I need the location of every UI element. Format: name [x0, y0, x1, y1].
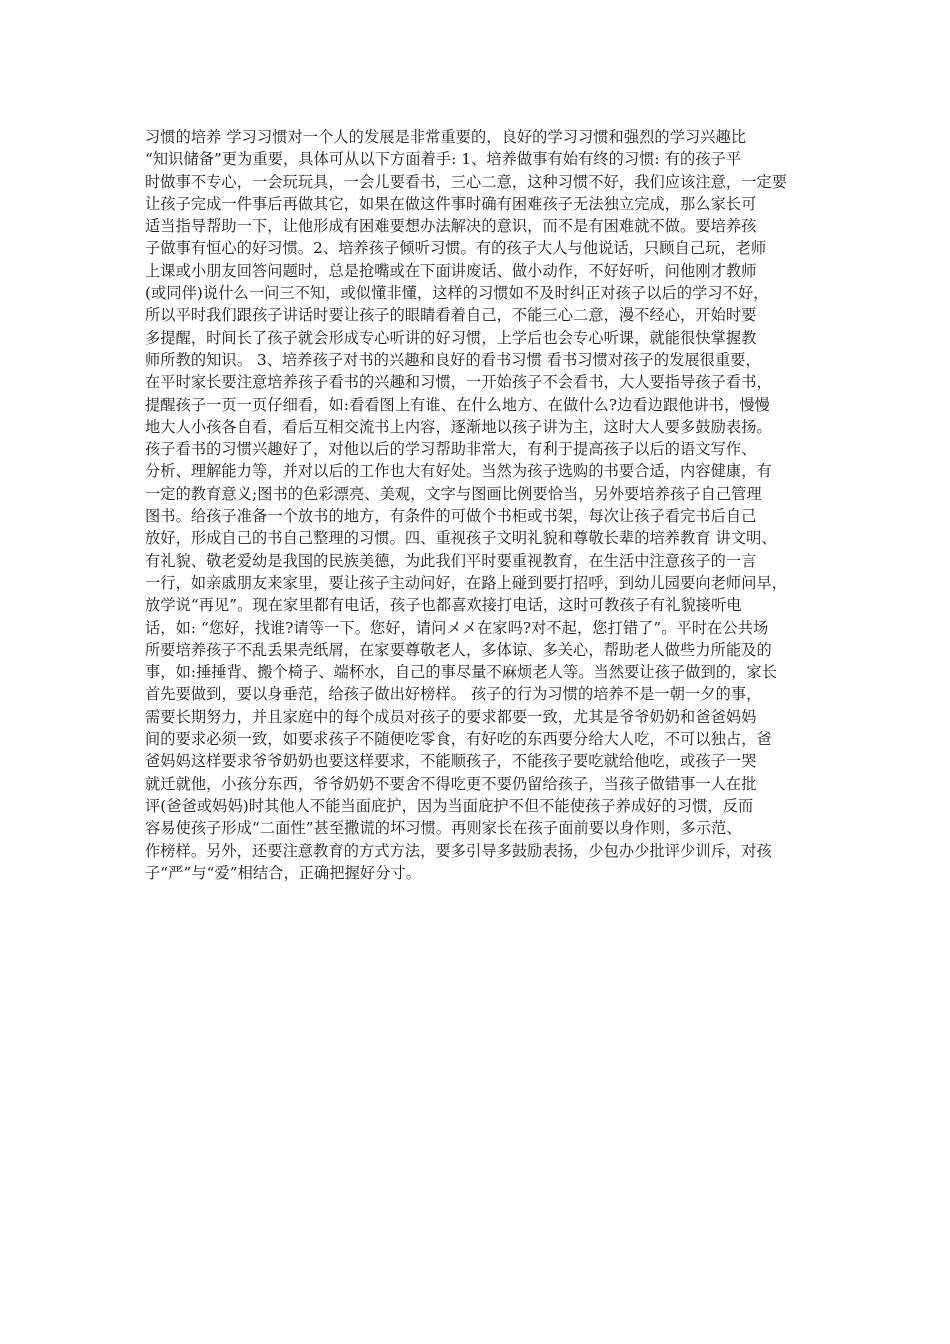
- text-line: 让孩子完成一件事后再做其它，如果在做这件事时确有困难孩子无法独立完成，那么家长可: [145, 194, 757, 213]
- text-line: (或同伴)说什么一问三不知，或似懂非懂，这样的习惯如不及时纠正对孩子以后的学习不好，: [145, 284, 769, 303]
- text-line: 时做事不专心，一会玩玩具，一会儿要看书，三心二意，这种习惯不好，我们应该注意，一定要: [145, 172, 788, 191]
- text-line: 首先要做到，要以身垂范，给孩子做出好榜样。 孩子的行为习惯的培养不是一朝一夕的事，: [145, 685, 762, 704]
- text-line: 放学说“再见”。现在家里都有电话，孩子也都喜欢接打电话，这时可教孩子有礼貌接听电: [145, 596, 742, 615]
- text-line: 所以平时我们跟孩子讲话时要让孩子的眼睛看着自己，不能三心二意，漫不经心，开始时要: [145, 306, 757, 325]
- text-line: 适当指导帮助一下，让他形成有困难要想办法解决的意识，而不是有困难就不做。要培养孩: [145, 217, 757, 236]
- text-line: 事，如:捶捶背、搬个椅子、端杯水，自己的事尽量不麻烦老人等。当然要让孩子做到的，家长: [145, 663, 778, 682]
- text-line: 作榜样。另外，还要注意教育的方式方法，要多引导多鼓励表扬，少包办少批评少训斥，对孩: [145, 841, 772, 860]
- text-line: 孩子看书的习惯兴趣好了，对他以后的学习帮助非常大，有利于提高孩子以后的语文写作、: [145, 440, 757, 459]
- text-line: 间的要求必须一致，如要求孩子不随便吃零食，有好吃的东西要分给大人吃，不可以独占，爸: [145, 730, 772, 749]
- text-line: 地大人小孩各自看，看后互相交流书上内容，逐渐地以孩子讲为主，这时大人要多鼓励表扬。: [145, 417, 772, 436]
- text-line: 师所教的知识。 3、培养孩子对书的兴趣和良好的看书习惯 看书习惯对孩子的发展很重要，: [145, 350, 761, 369]
- text-line: 在平时家长要注意培养孩子看书的兴趣和习惯，一开始孩子不会看书，大人要指导孩子看书，: [145, 373, 772, 392]
- text-line: 评(爸爸或妈妈)时其他人不能当面庇护，因为当面庇护不但不能使孩子养成好的习惯，反而: [145, 796, 754, 815]
- text-line: “知识储备”更为重要，具体可从以下方面着手: 1、培养做事有始有终的习惯: 有的孩子平: [145, 150, 742, 169]
- document-body: [145, 126, 813, 884]
- text-line: 习惯的培养 学习习惯对一个人的发展是非常重要的，良好的学习习惯和强烈的学习兴趣比: [145, 128, 747, 146]
- text-line: 多提醒，时间长了孩子就会形成专心听讲的好习惯，上学后也会专心听课，就能很快掌握教: [145, 328, 757, 347]
- text-line: 话，如: “您好，找谁?请等一下。您好，请问メメ在家吗?对不起，您打错了”。平时在公共场: [145, 618, 769, 637]
- text-line: 需要长期努力，并且家庭中的每个成员对孩子的要求都要一致，尤其是爷爷奶奶和爸爸妈妈: [145, 707, 757, 726]
- text-line: 所要培养孩子不乱丢果壳纸屑，在家要尊敬老人，多体谅、多关心，帮助老人做些力所能及的: [145, 640, 772, 659]
- text-line: 分析、理解能力等，并对以后的工作也大有好处。当然为孩子选购的书要合适，内容健康，有: [145, 462, 772, 481]
- text-line: 有礼貌、敬老爱幼是我国的民族美德，为此我们平时要重视教育，在生活中注意孩子的一言: [145, 551, 757, 570]
- text-line: 图书。给孩子准备一个放书的地方，有条件的可做个书柜或书架，每次让孩子看完书后自己: [145, 507, 757, 526]
- text-line: 上课或小朋友回答问题时，总是抢嘴或在下面讲废话、做小动作，不好好听，问他刚才教师: [145, 261, 757, 280]
- text-line: 容易使孩子形成“二面性”甚至撒谎的坏习惯。再则家长在孩子面前要以身作则，多示范、: [145, 819, 742, 838]
- text-line: 爸妈妈这样要求爷爷奶奶也要这样要求，不能顺孩子，不能孩子要吃就给他吃，或孩子一哭: [145, 752, 757, 771]
- text-line: 放好，形成自己的书自己整理的习惯。四、重视孩子文明礼貌和尊敬长辈的培养教育 讲文明、: [145, 529, 777, 548]
- text-line: 一定的教育意义;图书的色彩漂亮、美观，文字与图画比例要恰当，另外要培养孩子自己管理: [145, 484, 762, 503]
- text-line: 提醒孩子一页一页仔细看，如:看看图上有谁、在什么地方、在做什么?边看边跟他讲书，慢慢: [145, 395, 770, 414]
- text-line: 一行，如亲戚朋友来家里，要让孩子主动问好，在路上碰到要打招呼，到幼儿园要向老师问早，: [145, 573, 788, 592]
- text-line: 就迁就他，小孩分东西，爷爷奶奶不要舍不得吃更不要仍留给孩子，当孩子做错事一人在批: [145, 774, 757, 793]
- text-line: 子“严”与“爱”相结合，正确把握好分寸。: [145, 863, 422, 882]
- text-line: 子做事有恒心的好习惯。2、培养孩子倾听习惯。有的孩子大人与他说话，只顾自己玩，老师: [145, 239, 767, 258]
